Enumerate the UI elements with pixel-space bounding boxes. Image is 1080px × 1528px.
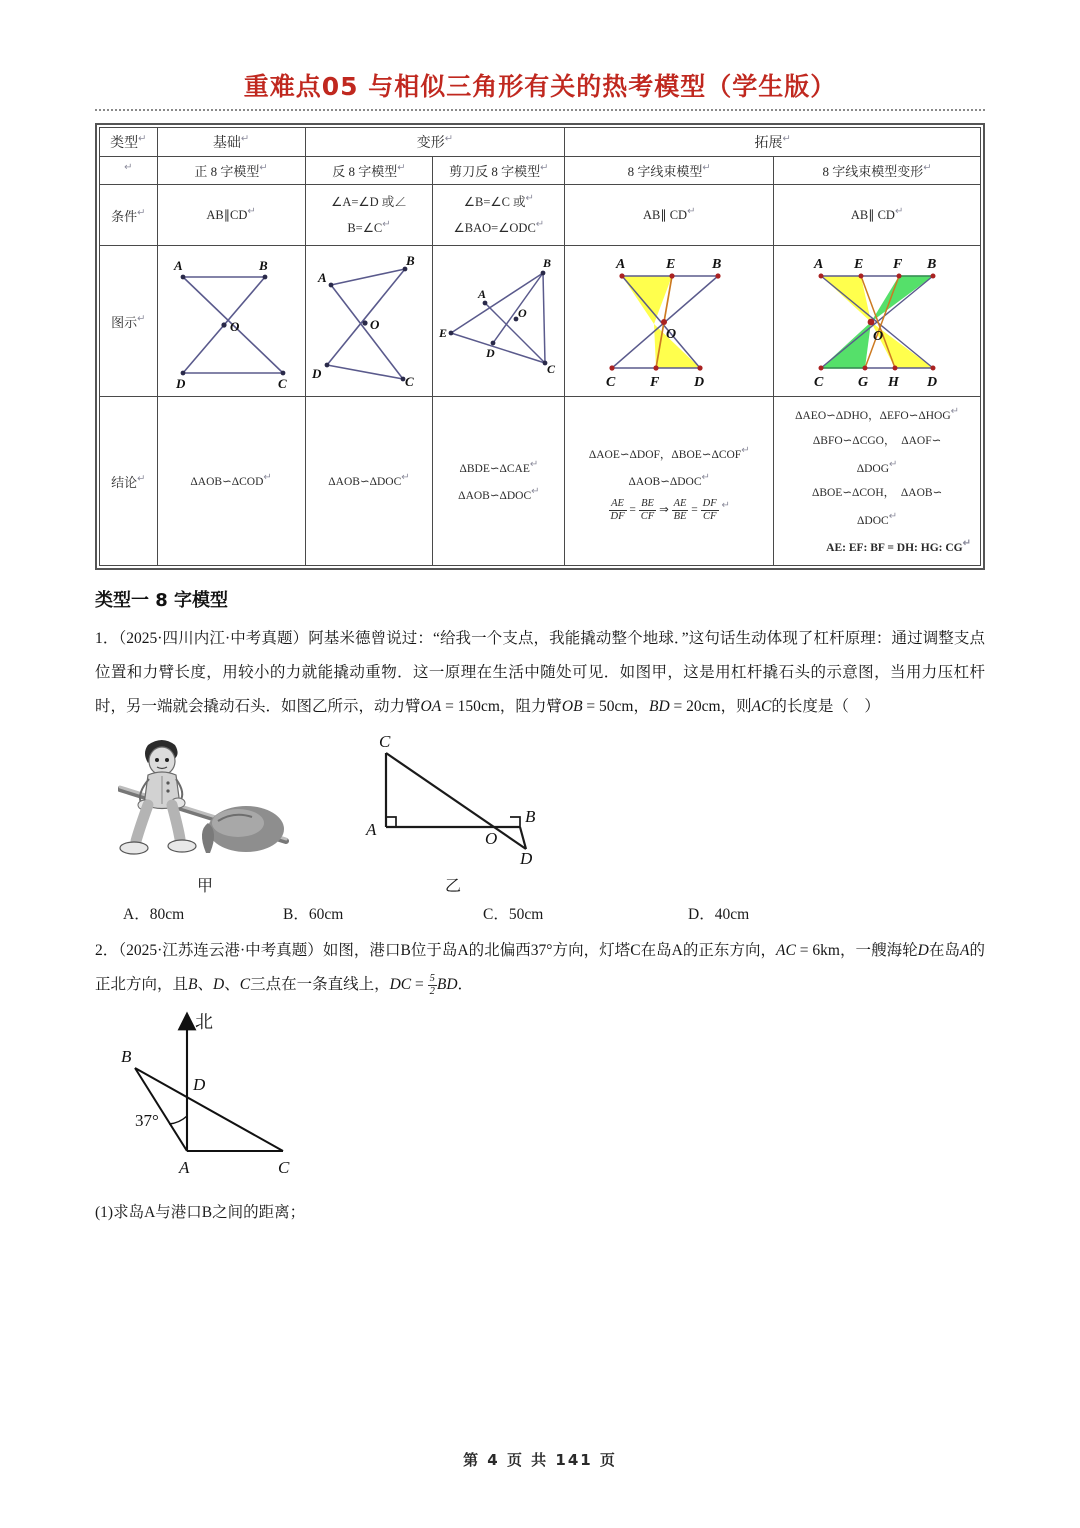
- label-B: B: [525, 807, 536, 827]
- label-B: B: [927, 257, 937, 273]
- q2-period: ．: [457, 976, 474, 994]
- conclusion-1: ΔAOB∽ΔCOD↵: [157, 397, 305, 566]
- figure-model-5: [774, 246, 981, 397]
- table-condition-row: [100, 185, 981, 246]
- label-B: B: [259, 258, 268, 274]
- label-G: G: [858, 375, 869, 391]
- label-B: B: [405, 253, 415, 269]
- figure-yi-caption: 乙: [444, 878, 461, 896]
- label-angle: 37°: [135, 1110, 159, 1130]
- similar-triangle-models-table: [99, 127, 981, 566]
- condition-4: AB∥ CD↵: [565, 185, 774, 246]
- header-model-1: 正 8 字模型↵: [157, 157, 305, 185]
- label-B: B: [542, 256, 551, 271]
- q1-ob: OB: [561, 697, 583, 715]
- label-C: C: [814, 375, 824, 391]
- header-model-4: 8 字线束模型↵: [565, 157, 774, 185]
- choice-a[interactable]: A．80cm: [123, 906, 185, 924]
- frac-be-cf: $\frac{BE}{CF}$: [640, 497, 655, 522]
- header-model-3: 剪刀反 8 字模型↵: [433, 157, 565, 185]
- header-model-2: 反 8 字模型↵: [305, 157, 433, 185]
- q2-source: （2025·江苏连云港·中考真题）: [118, 942, 323, 960]
- label-A: A: [179, 1157, 190, 1177]
- figure-jia-caption: 甲: [196, 878, 213, 896]
- label-O: O: [873, 329, 884, 345]
- label-O: O: [485, 829, 498, 849]
- label-C: C: [379, 732, 391, 752]
- condition-3: ∠B=∠C 或↵ ∠BAO=∠ODC↵: [433, 185, 565, 246]
- title-divider: [95, 109, 985, 111]
- question-1-text: [95, 622, 985, 723]
- label-A: A: [616, 257, 626, 273]
- diagram-scissor-reverse-8: [437, 251, 561, 391]
- page-title: 重难点05 与相似三角形有关的热考模型（学生版）: [243, 72, 837, 101]
- diagram-lever-geometry: [348, 731, 558, 866]
- label-B: B: [121, 1046, 132, 1066]
- label-C: C: [278, 376, 287, 392]
- label-O: O: [230, 319, 240, 335]
- page-footer: 第 4 页 共 141 页: [463, 1451, 617, 1469]
- question-1-figures: [95, 731, 985, 896]
- label-A: A: [317, 270, 327, 286]
- right-angle-A: [386, 817, 396, 827]
- table-header-row-2: [100, 157, 981, 185]
- q2-line2d: 在岛: [928, 942, 960, 960]
- header-basic: 基础↵: [157, 128, 305, 157]
- label-H: H: [888, 375, 899, 391]
- q2-eq: =: [411, 976, 428, 994]
- q2-number: 2．: [95, 942, 119, 960]
- label-D: D: [927, 375, 938, 391]
- section-heading: 类型一 8 字模型: [95, 589, 229, 611]
- q1-line1: 阿基米德曾说过：“给我一个支点，我能撬动整个地球．”这句话生动体现了: [308, 629, 814, 647]
- label-C: C: [278, 1157, 290, 1177]
- condition-2: ∠A=∠D 或∠ B=∠C↵: [305, 185, 433, 246]
- label-north: 北: [195, 1011, 213, 1033]
- label-C: C: [404, 374, 414, 390]
- question-2-text: [95, 934, 985, 1002]
- q1-oa: OA: [420, 697, 442, 715]
- angle-arc: [169, 1116, 187, 1124]
- label-O: O: [369, 317, 380, 333]
- diagram-8-line-bundle-variant: [799, 250, 955, 392]
- condition-5: AB∥ CD↵: [774, 185, 981, 246]
- label-C: C: [606, 375, 616, 391]
- q2-fraction: $\frac{5}{2}$: [429, 973, 435, 997]
- q2-sep2: 、: [224, 976, 240, 994]
- conclusion-4-fraction: $\frac{AE}{DF}$ = $\frac{BE}{CF}$ ⇒ $\frac{AE}{BE}$ = $\frac{DF}{CF}$ ↵: [610, 497, 730, 522]
- diagram-navigation: [115, 1006, 395, 1181]
- table-header-row-1: [100, 128, 981, 157]
- label-O: O: [517, 306, 527, 321]
- q1-ac: AC: [751, 697, 772, 715]
- question-2-sub-1: (1)求岛A与港口B之间的距离；: [95, 1203, 306, 1221]
- q2-BD: BD: [436, 976, 458, 994]
- label-D: D: [311, 366, 322, 382]
- q1-line4e: = 20cm，则: [669, 697, 752, 715]
- header-extension: 拓展↵: [565, 128, 981, 157]
- label-B: B: [712, 257, 722, 273]
- conclusion-2: ΔAOB∽ΔDOC↵: [305, 397, 433, 566]
- label-A: A: [814, 257, 824, 273]
- header-blank: ↵: [100, 157, 158, 185]
- q2-sep1: 、: [197, 976, 213, 994]
- label-D: D: [520, 849, 533, 867]
- q2-line1: 如图，港口B位于岛A的北偏西37°方向，灯塔C在岛A的正东方向，: [322, 942, 777, 960]
- condition-1: AB∥CD↵: [157, 185, 305, 246]
- figure-model-3: [433, 246, 565, 397]
- frac-df-cf: $\frac{DF}{CF}$: [702, 497, 717, 522]
- label-D: D: [485, 346, 495, 361]
- q1-line4a: cm，阻力臂: [480, 697, 562, 715]
- q1-number: 1．: [95, 629, 119, 647]
- label-D: D: [176, 376, 186, 392]
- right-angle-B: [510, 817, 520, 827]
- label-A: A: [366, 820, 377, 840]
- figure-model-1: [157, 246, 305, 397]
- diagram-8-line-bundle: [594, 250, 744, 392]
- row-label-figure: 图示↵: [100, 246, 158, 397]
- question-2-figure: [95, 1006, 985, 1186]
- q2-DC: DC: [389, 976, 412, 994]
- label-D: D: [193, 1074, 206, 1094]
- q1-line3c: = 150: [441, 697, 481, 715]
- row-label-condition: 条件↵: [100, 185, 158, 246]
- diagram-standard-8: [161, 251, 301, 391]
- label-F: F: [650, 375, 660, 391]
- q2-A: A: [959, 942, 970, 960]
- table-conclusion-row: [100, 397, 981, 566]
- q2-D2: D: [213, 976, 225, 994]
- figure-model-4: [565, 246, 774, 397]
- label-E: E: [666, 257, 676, 273]
- header-model-5: 8 字线束模型变形↵: [774, 157, 981, 185]
- figure-model-2: [305, 246, 433, 397]
- frac-ae-be: $\frac{AE}{BE}$: [673, 497, 687, 522]
- label-O: O: [666, 327, 677, 343]
- choice-b[interactable]: B．60cm: [283, 906, 344, 924]
- table-figure-row: [100, 246, 981, 397]
- label-C: C: [546, 362, 555, 377]
- row-label-conclusion: 结论↵: [100, 397, 158, 566]
- diagram-person-lever: [118, 731, 293, 866]
- choice-c[interactable]: C．50cm: [483, 906, 544, 924]
- diagram-reverse-8: [309, 251, 429, 391]
- q2-ac: AC: [776, 942, 796, 960]
- q2-line2f: 的正北方向，且: [95, 942, 985, 994]
- q2-line2l: 三点在一条直线上，: [250, 976, 390, 994]
- label-E: E: [438, 326, 447, 341]
- q2-C: C: [239, 976, 251, 994]
- label-A: A: [477, 287, 486, 302]
- q1-line4g: 的长度是（ ）: [771, 697, 880, 715]
- q1-line4c: = 50cm，: [582, 697, 649, 715]
- frac-ae-df: $\frac{AE}{DF}$: [610, 497, 625, 522]
- figure-yi: [333, 731, 573, 896]
- conclusion-4: ΔAOE∽ΔDOF，ΔBOE∽ΔCOF↵ ΔAOB∽ΔDOC↵ $\frac{AE}{DF}$ = $\frac{BE}{CF}$ ⇒ $\frac{AE}{BE}$ = $\frac{DF}{CF}$ ↵: [565, 397, 774, 566]
- figure-jia: [105, 731, 305, 896]
- choice-d[interactable]: D．40cm: [688, 906, 750, 924]
- q1-bd: BD: [648, 697, 670, 715]
- q1-line2: 杠杆原理：通过调整支点位置和力臂长度，用较小的力就能撬动重物．这一原理在生活中随处可见．如图: [95, 629, 985, 681]
- q2-line2b: = 6km，一艘海轮: [795, 942, 918, 960]
- q1-line3a: 甲，这是用杠杆撬石头的示意图，当用力压杠杆时，另一端就会撬动石头．如图乙所示，动力臂: [95, 663, 985, 715]
- header-type: 类型↵: [100, 128, 158, 157]
- label-F: F: [893, 257, 903, 273]
- q1-source: （2025·四川内江·中考真题）: [118, 629, 309, 647]
- label-D: D: [694, 375, 705, 391]
- question-1-choices: [95, 902, 985, 924]
- summary-table-frame: [95, 123, 985, 570]
- conclusion-3: ΔBDE∽ΔCAE↵ ΔAOB∽ΔDOC↵: [433, 397, 565, 566]
- label-E: E: [854, 257, 864, 273]
- q2-B: B: [188, 976, 198, 994]
- conclusion-5: ΔAEO∽ΔDHO，ΔEFO∽ΔHOG↵ ΔBFO∽ΔCGO， ΔAOF∽ ΔDOG↵ ΔBOE∽ΔCOH， ΔAOB∽ ΔDOC↵ AE: EF: BF = DH: HG: CG↵: [774, 397, 981, 566]
- header-variant: 变形↵: [305, 128, 565, 157]
- label-A: A: [174, 258, 183, 274]
- q2-D: D: [917, 942, 929, 960]
